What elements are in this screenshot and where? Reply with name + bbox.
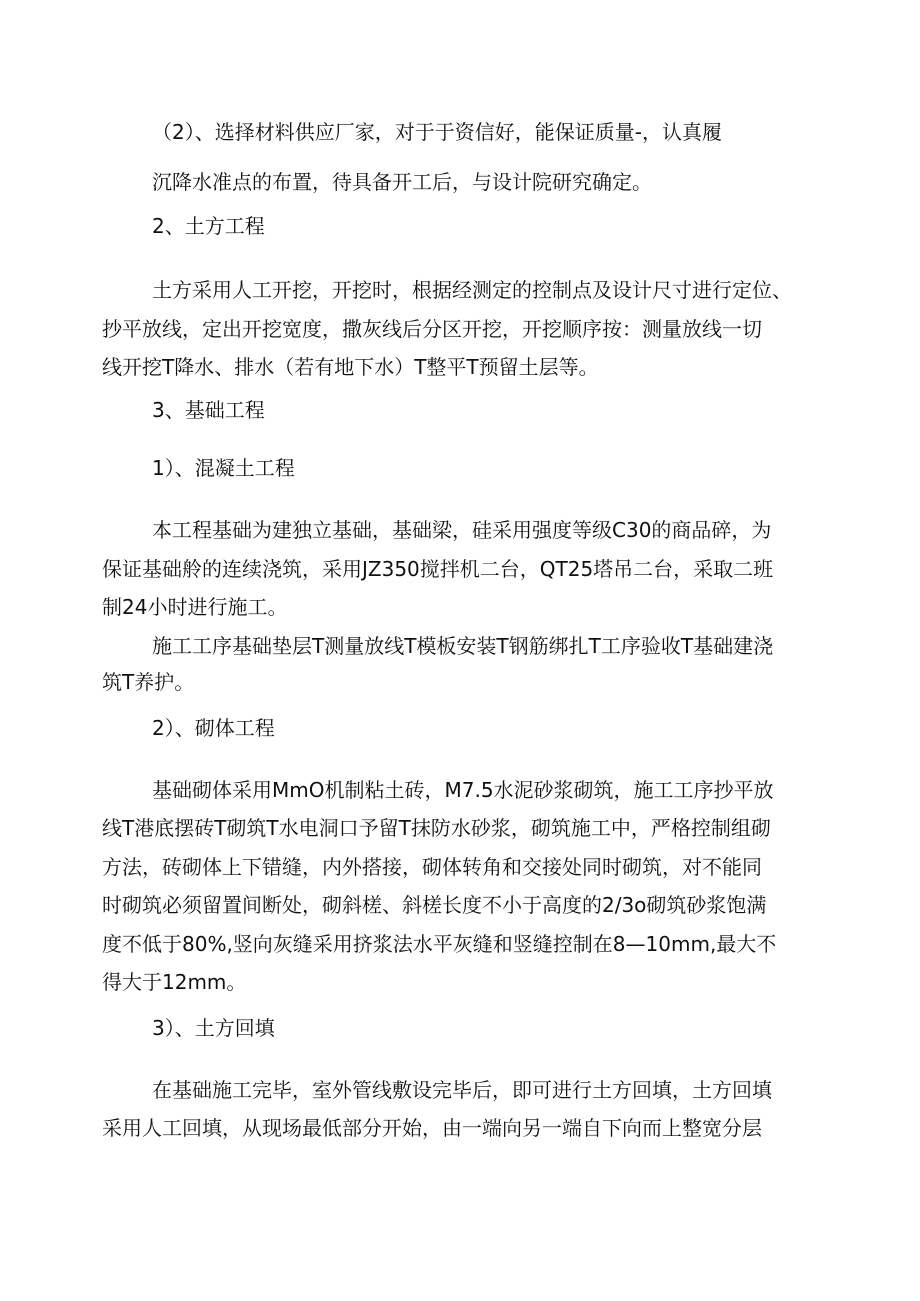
text-line: 线T港底摆砖T砌筑T水电洞口予留T抹防水砂浆，砌筑施工中，严格控制组砌 [102,816,771,840]
text-line: 时砌筑必须留置间断处，砌斜槎、斜槎长度不小于高度的2/3o砌筑砂浆饱满 [102,893,767,917]
section-heading: 2、土方工程 [152,214,265,238]
text-line: 线开挖T降水、排水（若有地下水）T整平T预留土层等。 [102,355,599,379]
text-line: 制24小时进行施工。 [102,595,288,619]
text-line: 抄平放线，定出开挖宽度，撒灰线后分区开挖，开挖顺序按：测量放线一切 [102,317,762,341]
text-line: （2）、选择材料供应厂家，对于于资信好，能保证质量-，认真履 [152,120,722,144]
subsection-heading: 3）、土方回填 [152,1016,275,1040]
text-line: 筑T养护。 [102,670,195,694]
text-line: 基础砌体采用MmO机制粘土砖，M7.5水泥砂浆砌筑，施工工序抄平放 [152,778,774,802]
text-line: 施工工序基础垫层T测量放线T模板安装T钢筋绑扎T工序验收T基础建浇 [152,634,774,658]
subsection-heading: 2）、砌体工程 [152,716,275,740]
text-line: 保证基础舲的连续浇筑，采用JZ350搅拌机二台，QT25塔吊二台，采取二班 [102,557,774,581]
text-line: 方法，砖砌体上下错缝，内外搭接，砌体转角和交接处同时砌筑，对不能同 [102,855,762,879]
text-line: 本工程基础为建独立基础，基础梁，硅采用强度等级C30的商品碎，为 [152,518,772,542]
text-line: 采用人工回填，从现场最低部分开始，由一端向另一端自下向而上整宽分层 [102,1116,762,1140]
subsection-heading: 1）、混凝土工程 [152,456,295,480]
text-line: 得大于12mm。 [102,970,247,994]
text-line: 土方采用人工开挖，开挖时，根据经测定的控制点及设计尺寸进行定位、 [152,278,792,302]
text-line: 在基础施工完毕，室外管线敷设完毕后，即可进行土方回填，土方回填 [152,1078,772,1102]
section-heading: 3、基础工程 [152,398,265,422]
text-line: 沉降水准点的布置，待具备开工后，与设计院研究确定。 [152,170,652,194]
text-line: 度不低于80%,竖向灰缝采用挤浆法水平灰缝和竖缝控制在8—10mm,最大不 [102,932,777,956]
